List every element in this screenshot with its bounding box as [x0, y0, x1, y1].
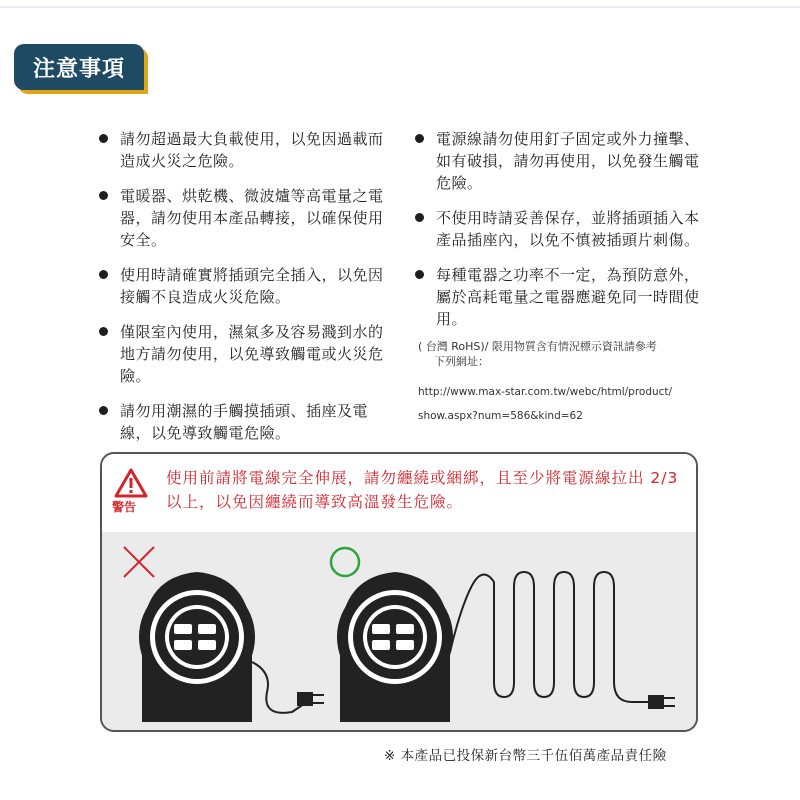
warning-label: 警告: [112, 500, 137, 514]
warning-box: [100, 452, 698, 732]
warning-triangle-icon: [114, 468, 148, 498]
notes-list-right: [412, 128, 702, 330]
top-divider: [0, 6, 800, 8]
list-item: 使用時請確實將插頭完全插入，以免因接觸不良造成火災危險。: [96, 264, 386, 308]
plug-icon: [297, 692, 324, 706]
cross-mark-icon: [124, 547, 154, 577]
url-line-1[interactable]: http://www.max-star.com.tw/webc/html/product/: [418, 386, 673, 398]
warning-header: [102, 454, 696, 532]
circle-ok-icon: [331, 548, 359, 576]
warning-text: 使用前請將電線完全伸展，請勿纏繞或綑綁，且至少將電源線拉出 2/3 以上，以免因纏繞而導致高溫發生危險。: [166, 469, 679, 511]
cord-reel-illustration: [102, 532, 698, 732]
right-notes-column: [412, 128, 702, 433]
list-item: 請勿超過最大負載使用，以免因過載而造成火災之危險。: [96, 128, 386, 172]
cord-reel-left: [139, 572, 307, 722]
list-item: 每種電器之功率不一定，為預防意外，屬於高耗電量之電器應避免同一時間使用。: [412, 264, 702, 330]
rohs-line-2: 下列網址：: [434, 355, 489, 368]
page-title: 注意事項: [14, 44, 144, 90]
list-item: 不使用時請妥善保存，並將插頭插入本產品插座內，以免不慎被插頭片刺傷。: [412, 207, 702, 251]
rohs-note: [412, 339, 702, 369]
rohs-line-1: ( 台灣 RoHS)/ 限用物質含有情況標示資訊請參考: [418, 340, 657, 353]
url-line-2[interactable]: show.aspx?num=586&kind=62: [418, 410, 583, 422]
list-item: 僅限室內使用，濕氣多及容易濺到水的地方請勿使用，以免導致觸電或火災危險。: [96, 321, 386, 387]
notes-list-left: [96, 128, 386, 444]
list-item: 請勿用潮濕的手觸摸插頭、插座及電線，以免導致觸電危險。: [96, 400, 386, 444]
list-item: 電源線請勿使用釘子固定或外力撞擊、如有破損，請勿再使用，以免發生觸電危險。: [412, 128, 702, 194]
rohs-url[interactable]: [412, 385, 702, 423]
cord-reel-right: [337, 572, 650, 722]
left-notes-column: [96, 128, 386, 457]
list-item: 電暖器、烘乾機、微波爐等高電量之電器，請勿使用本產品轉接，以確保使用安全。: [96, 185, 386, 251]
footnote: ※ 本產品已投保新台幣三千伍佰萬產品責任險: [384, 748, 667, 764]
plug-icon: [648, 695, 675, 709]
illustration-panel: [102, 532, 696, 732]
